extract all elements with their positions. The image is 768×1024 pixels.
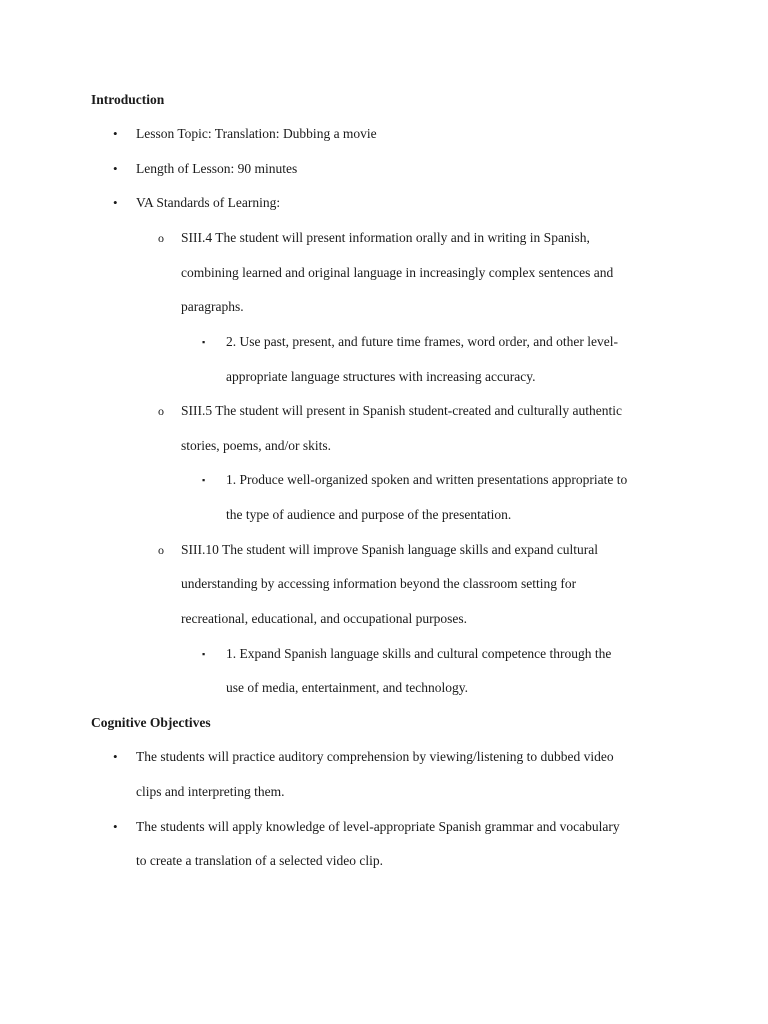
sub-standard-line: 1. Expand Spanish language skills and cultural competence through the [226, 646, 612, 661]
lesson-topic-text: Lesson Topic: Translation: Dubbing a movie [136, 126, 377, 141]
introduction-heading: Introduction [91, 92, 165, 107]
bullet-marker: • [113, 161, 118, 176]
standard-line: paragraphs. [181, 299, 244, 314]
cognitive-objectives-heading: Cognitive Objectives [91, 715, 211, 730]
standard-line: recreational, educational, and occupational purposes. [181, 611, 468, 626]
standard-line: combining learned and original language in increasingly complex sentences and [181, 265, 614, 280]
sub-standard-line: the type of audience and purpose of the presentation. [226, 507, 512, 522]
objective-line: clips and interpreting them. [136, 784, 285, 799]
standards-label-text: VA Standards of Learning: [136, 195, 281, 210]
bullet-marker: • [113, 819, 118, 834]
circle-marker: o [158, 543, 164, 557]
square-marker: ▪ [202, 337, 206, 347]
sub-standard-line: use of media, entertainment, and technology. [226, 680, 469, 695]
objective-line: to create a translation of a selected video clip. [136, 853, 384, 868]
sub-standard-line: appropriate language structures with increasing accuracy. [226, 369, 536, 384]
bullet-marker: • [113, 195, 118, 210]
circle-marker: o [158, 404, 164, 418]
square-marker: ▪ [202, 649, 206, 659]
bullet-marker: • [113, 126, 118, 141]
square-marker: ▪ [202, 475, 206, 485]
standard-line: understanding by accessing information beyond the classroom setting for [181, 576, 577, 591]
objective-line: The students will practice auditory comprehension by viewing/listening to dubbed video [136, 749, 614, 764]
standard-line: stories, poems, and/or skits. [181, 438, 331, 453]
sub-standard-line: 1. Produce well-organized spoken and written presentations appropriate to [226, 472, 628, 487]
standard-line: SIII.4 The student will present information orally and in writing in Spanish, [181, 230, 590, 245]
standard-line: SIII.5 The student will present in Spanish student-created and culturally authentic [181, 403, 623, 418]
sub-standard-line: 2. Use past, present, and future time frames, word order, and other level- [226, 334, 618, 349]
bullet-marker: • [113, 749, 118, 764]
lesson-length-text: Length of Lesson: 90 minutes [136, 161, 298, 176]
circle-marker: o [158, 231, 164, 245]
objective-line: The students will apply knowledge of level-appropriate Spanish grammar and vocabulary [136, 819, 620, 834]
standard-line: SIII.10 The student will improve Spanish language skills and expand cultural [181, 542, 599, 557]
